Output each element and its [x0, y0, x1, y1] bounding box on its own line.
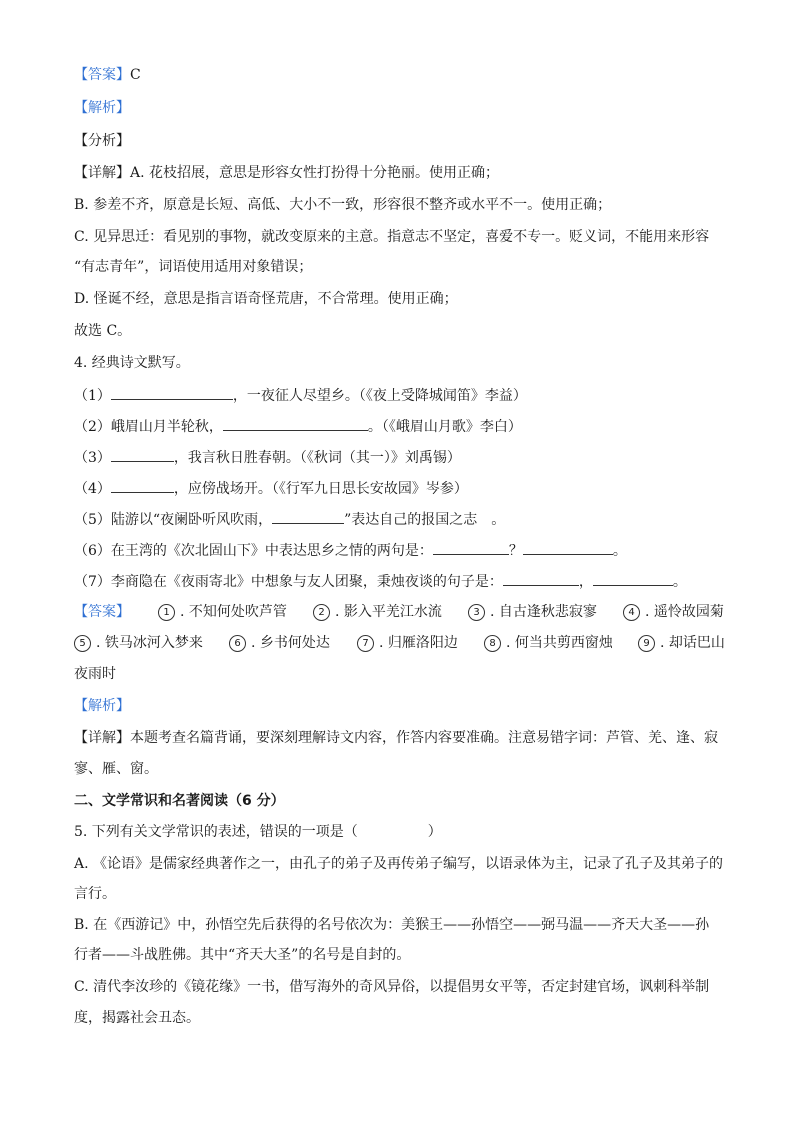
- q4-title: 4. 经典诗文默写。: [74, 355, 190, 371]
- q4-detail-2: 寥、雁、窗。: [74, 761, 158, 777]
- answer-item: 7 . 归雁洛阳边: [357, 634, 458, 652]
- q5-option-c-2: 度，揭露社会丑态。: [74, 1010, 200, 1026]
- fill-blank[interactable]: [111, 386, 233, 400]
- answer-item: 5 . 铁马冰河入梦来: [74, 634, 203, 652]
- q3-answer-line: [74, 66, 724, 84]
- q4-detail-1: 【详解】本题考查名篇背诵，要深刻理解诗文内容，作答内容要准确。注意易错字词：芦管、羌、逢、寂: [74, 730, 718, 746]
- q3-analysis-tag: 【解析】: [74, 100, 130, 116]
- q3-option-b: B. 参差不齐，原意是长短、高低、大小不一致，形容很不整齐或水平不一。使用正确；: [74, 197, 612, 213]
- fill-blank[interactable]: [523, 541, 613, 555]
- q4-item-6: （6）在王湾的《次北固山下》中表达思乡之情的两句是： ？ 。: [74, 543, 627, 559]
- circled-number-icon: 6: [229, 635, 246, 652]
- answer-item: 2 . 影入平羌江水流: [313, 603, 442, 621]
- fill-blank[interactable]: [503, 572, 579, 586]
- q4-item-3: （3） ，我言秋日胜春朝。（《秋词（其一）》刘禹锡）: [74, 450, 461, 466]
- q4-item-1: （1） ，一夜征人尽望乡。（《夜上受降城闻笛》李益）: [74, 388, 527, 404]
- fill-blank[interactable]: [433, 541, 509, 555]
- answer-item: 8 . 何当共剪西窗烛: [484, 634, 613, 652]
- q5-option-a-2: 言行。: [74, 886, 116, 902]
- q3-answer: C: [130, 67, 141, 83]
- q3-option-c-2: “有志青年”，词语使用适用对象错误；: [74, 259, 313, 275]
- q4-answer-tag: 【答案】: [74, 604, 130, 620]
- circled-number-icon: 3: [468, 604, 485, 621]
- q4-item-4: （4） ，应傍战场开。（《行军九日思长安故园》岑参）: [74, 481, 468, 497]
- circled-number-icon: 4: [623, 604, 640, 621]
- q3-option-d: D. 怪诞不经，意思是指言语奇怪荒唐，不合常理。使用正确；: [74, 291, 458, 307]
- fill-blank[interactable]: [223, 417, 368, 431]
- q5-option-b-1: B. 在《西游记》中，孙悟空先后获得的名号依次为：美猴王——孙悟空——弼马温——齐天大圣——孙: [74, 917, 710, 933]
- circled-number-icon: 8: [484, 635, 501, 652]
- fill-blank[interactable]: [111, 448, 174, 462]
- q5-stem: 5. 下列有关文学常识的表述，错误的一项是（ ）: [74, 824, 442, 840]
- q4-item-2: （2）峨眉山月半轮秋， 。（《峨眉山月歌》李白）: [74, 419, 522, 435]
- circled-number-icon: 5: [74, 635, 91, 652]
- answer-item: 3 . 自古逢秋悲寂寥: [468, 603, 597, 621]
- q4-item-5: （5）陆游以“夜阑卧听风吹雨， ”表达自己的报国之志 。: [74, 512, 506, 528]
- answer-item: 9 . 却话巴山: [638, 634, 725, 652]
- q3-fenxi-tag: 【分析】: [74, 133, 130, 149]
- fill-blank[interactable]: [111, 479, 174, 493]
- q3-detail-a: 【详解】A. 花枝招展，意思是形容女性打扮得十分艳丽。使用正确；: [74, 165, 500, 181]
- detail-tag: 【详解】: [74, 165, 130, 181]
- answer-item: 4 . 遥怜故园菊: [623, 603, 724, 621]
- q4-analysis-tag: 【解析】: [74, 698, 130, 714]
- q4-answer-continuation: 夜雨时: [74, 666, 116, 682]
- q5-option-a-1: A. 《论语》是儒家经典著作之一，由孔子的弟子及再传弟子编写，以语录体为主，记录了孔子及其弟子的: [74, 856, 724, 872]
- circled-number-icon: 7: [357, 635, 374, 652]
- circled-number-icon: 9: [638, 635, 655, 652]
- circled-number-icon: 1: [158, 604, 175, 621]
- q5-option-b-2: 行者——斗战胜佛。其中“齐天大圣”的名号是自封的。: [74, 947, 411, 963]
- section-heading: 二、文学常识和名著阅读（6 分）: [74, 793, 285, 809]
- answer-tag: 【答案】: [74, 67, 130, 83]
- answer-item: 1 . 不知何处吹芦管: [158, 603, 287, 621]
- q4-item-7: （7）李商隐在《夜雨寄北》中想象与友人团聚，秉烛夜谈的句子是： ， 。: [74, 574, 687, 590]
- fill-blank[interactable]: [593, 572, 673, 586]
- answer-item: 6 . 乡书何处达: [229, 634, 330, 652]
- circled-number-icon: 2: [313, 604, 330, 621]
- q5-option-c-1: C. 清代李汝珍的《镜花缘》一书，借写海外的奇风异俗，以提倡男女平等，否定封建官场，讽刺科举制: [74, 979, 710, 995]
- fill-blank[interactable]: [272, 510, 344, 524]
- q3-conclusion: 故选 C。: [74, 323, 132, 339]
- q3-option-c-1: C. 见异思迁：看见别的事物，就改变原来的主意。指意志不坚定，喜爱不专一。贬义词，不能用来形容: [74, 229, 710, 245]
